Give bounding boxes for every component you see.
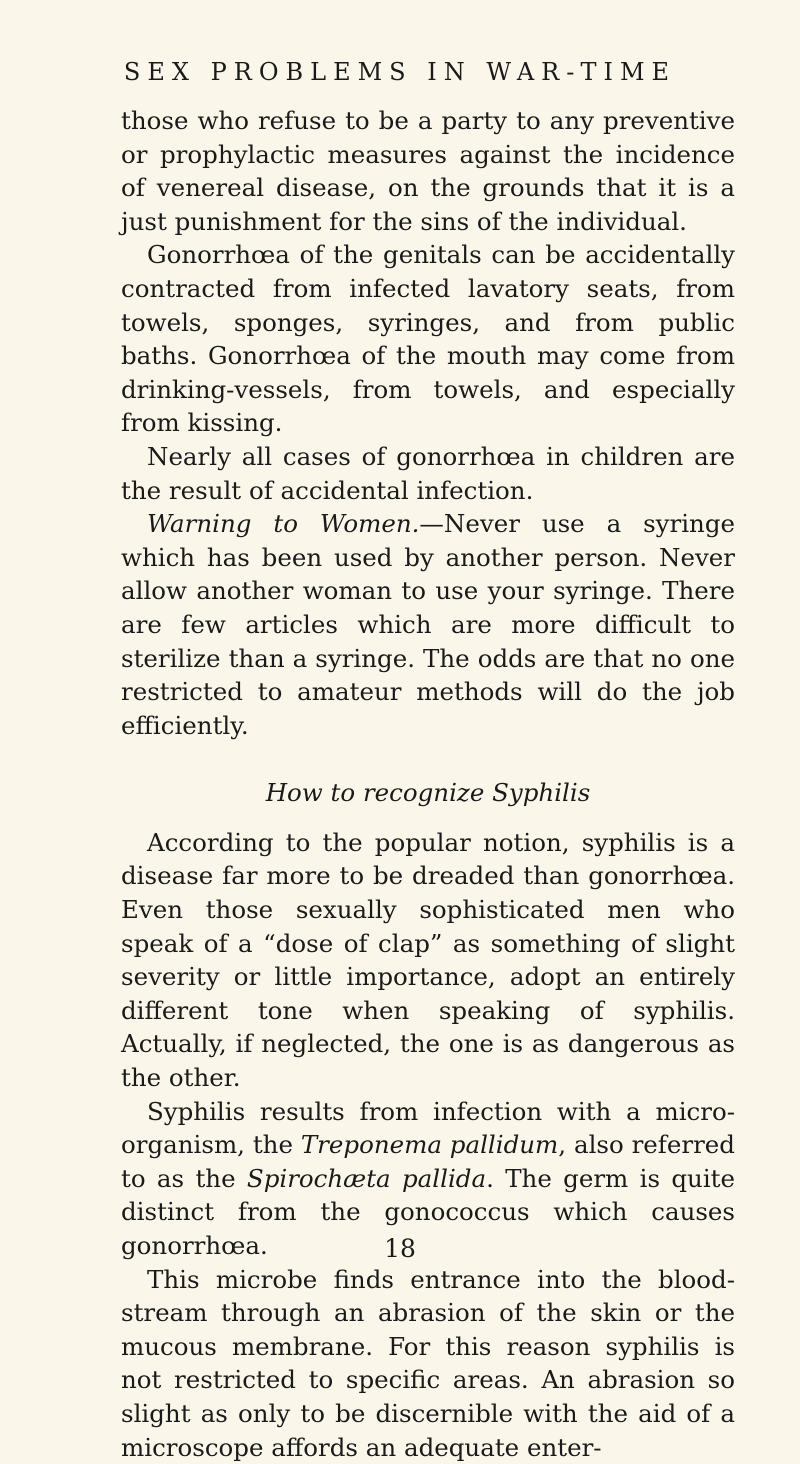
scientific-term: Spirochæta pallida [246, 1163, 487, 1193]
text-run: , also referred to as the [121, 1130, 735, 1193]
scientific-term: Treponema pallidum [300, 1130, 559, 1160]
paragraph: According to the popular notion, syphilis is a disease far more to be dreaded than gonorrhœa. Even those sexually sophisticated men who speak of a “dose of clap” as something of slight severity or little importance, adopt an entirely different tone when speaking of syphilis. Actually, if neglected, the one is as dangerous as the other. [121, 827, 735, 1093]
warning-paragraph [121, 507, 735, 742]
text-run: Syphilis results from infection with a micro-organism, the [121, 1096, 735, 1160]
running-header: SEX PROBLEMS IN WAR-TIME [123, 58, 677, 86]
paragraph: This microbe finds entrance into the blood-stream through an abrasion of the skin or the mucous membrane. For this reason syphilis is not restricted to specific areas. An abrasion so slight as only to be discernible with the aid of a microscope affords an adequate enter- [121, 1264, 735, 1462]
paragraph: Gonorrhœa of the genitals can be accidentally contracted from infected lavatory seats, from towels, sponges, syringes, and from public baths. Gonorrhœa of the mouth may come from drinking-vessels, from towels, and especially from kissing. [121, 240, 735, 438]
paragraph: those who refuse to be a party to any preventive or prophylactic measures against the incidence of venereal disease, on the grounds that it is a just punishment for the sins of the individual. [121, 106, 735, 236]
paragraph: Nearly all cases of gonorrhœa in children are the result of accidental infection. [121, 441, 735, 505]
warning-label: Warning to Women. [147, 509, 420, 539]
section-heading: How to recognize Syphilis [265, 778, 591, 808]
page-number: 18 [384, 1234, 416, 1263]
text-run: . The germ is quite distinct from the gonococcus which causes gonorrhœa. [121, 1163, 735, 1260]
warning-text: —Never use a syringe which has been used by another person. Never allow another woman to use your syringe. There are few articles which are more difficult to sterilize than a syringe. The odds are that no one restricted to amateur methods will do the job efficiently. [121, 509, 736, 740]
